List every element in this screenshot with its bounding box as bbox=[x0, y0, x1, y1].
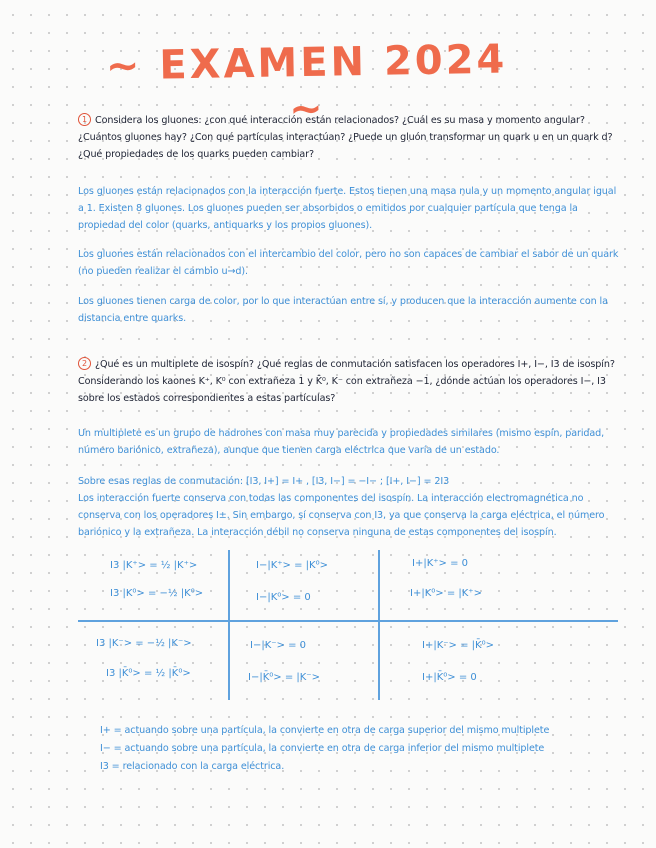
page-title: ~ EXAMEN 2024 ~ bbox=[105, 36, 508, 133]
question-2-text: ¿Qué es un multiplete de isospín? ¿Qué reglas de conmutación satisfacen los operadores I+, I−, I3 de isospín? Considerando los kaones K⁺, K⁰ con extrañeza 1 y K̄⁰, K⁻ con extrañeza −1, ¿dónde actúan los operadores I−, I3 sobre los estados correspondientes a estas partículas? bbox=[78, 359, 615, 404]
question-number-2: 2 bbox=[78, 357, 91, 370]
table-cell: I−|K⁻> = 0 bbox=[250, 640, 307, 651]
legend-i3: I3 = relacionado con la carga eléctrica. bbox=[100, 761, 285, 772]
table-divider-horizontal bbox=[78, 620, 618, 622]
question-number-1: 1 bbox=[78, 113, 91, 126]
table-cell: I+|K̄⁰> = 0 bbox=[422, 672, 477, 683]
legend-i-minus: I− = actuando sobre una partícula, la convierte en otra de carga inferior del mismo multiplete bbox=[100, 743, 545, 754]
question-1-text: Considera los gluones: ¿con qué interacción están relacionados? ¿Cuál es su masa y momento angular? ¿Cuántos gluones hay? ¿Con qué partículas interactúan? ¿Puede un gluón transformar un quark u en un quark d? ¿Qué propiedades de los quarks pueden cambiar? bbox=[78, 115, 613, 160]
table-divider-vertical-1 bbox=[228, 550, 230, 700]
table-cell: I+|K⁺> = 0 bbox=[412, 558, 469, 569]
answer-2-paragraph-1: Un multiplete es un grupo de hadrones con masa muy parecida y propiedades similares (mismo espín, paridad, número bariónico, extrañeza), aunque que tienen carga eléctrica que varía de un estado. bbox=[78, 428, 605, 456]
question-1 bbox=[78, 112, 624, 163]
table-cell: I3 |K⁻> = −½ |K⁻> bbox=[96, 638, 192, 649]
table-cell: I−|K̄⁰> = |K⁻> bbox=[248, 672, 320, 683]
table-cell: I−|K⁺> = |K⁰> bbox=[256, 560, 328, 571]
question-2 bbox=[78, 356, 624, 407]
legend-i-plus: I+ = actuando sobre una partícula, la convierte en otra de carga superior del mismo multiplete bbox=[100, 725, 550, 736]
answer-2-commutators: Sobre esas reglas de conmutación: [I3, I+] = I+ , [I3, I−] = −I− ; [I+, I−] = 2I3 bbox=[78, 476, 450, 487]
table-cell: I−|K⁰> = 0 bbox=[256, 592, 311, 603]
table-cell: I+|K⁰> = |K⁺> bbox=[410, 588, 482, 599]
table-divider-vertical-2 bbox=[378, 550, 380, 700]
table-cell: I+|K⁻> = |K̄⁰> bbox=[422, 640, 494, 651]
answer-1-paragraph-3: Los gluones tienen carga de color, por lo que interactúan entre sí, y producen que la interacción aumente con la distancia entre quarks. bbox=[78, 296, 608, 324]
table-cell: I3 |K⁺> = ½ |K⁺> bbox=[110, 560, 198, 571]
table-cell: I3 |K̄⁰> = ½ |K̄⁰> bbox=[106, 668, 191, 679]
answer-1-paragraph-2: Los gluones están relacionados con el intercambio del color, pero no son capaces de cambiar el sabor de un quark (no pueden realizar el cambio u→d). bbox=[78, 249, 619, 277]
table-cell: I3 |K⁰> = −½ |K⁰> bbox=[110, 588, 204, 599]
answer-1-paragraph-1: Los gluones están relacionados con la interacción fuerte. Estos tienen una masa nula y un momento angular igual a 1. Existen 8 gluones. Los gluones pueden ser absorbidos o emitidos por cualquier partícula que tenga la propiedad del color (quarks, antiquarks y los propios gluones). bbox=[78, 186, 617, 231]
answer-2-paragraph-2: Los interacción fuerte conserva con todas las componentes del isospín. La interacción electromagnética no conserva con los operadores I±. Sin embargo, sí conserva con I3, ya que conserva la carga eléctrica, el número bariónico y la extrañeza. La interacción débil no conserva ninguna de estas componentes del isospín. bbox=[78, 493, 605, 538]
